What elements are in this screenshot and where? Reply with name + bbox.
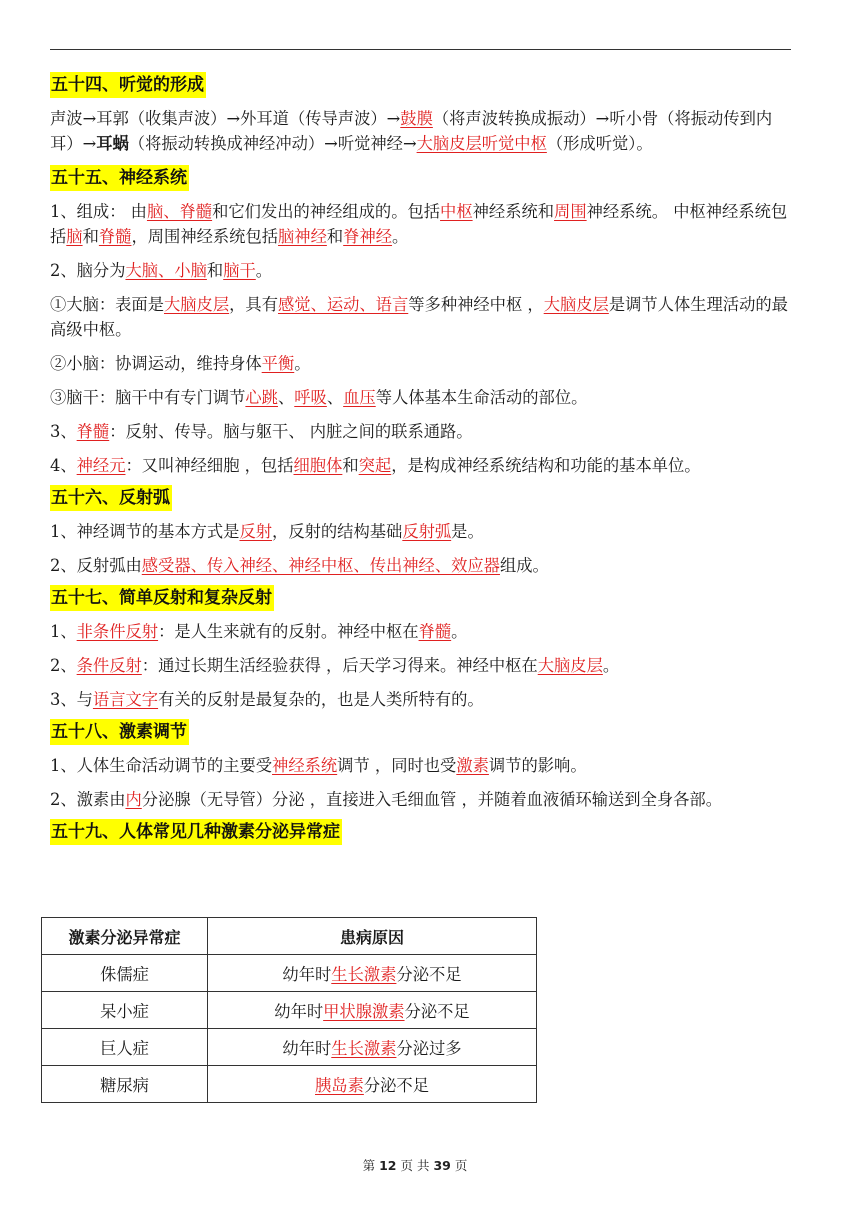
document-body (50, 72, 791, 853)
section-heading-55: 五十五、神经系统 (50, 165, 189, 191)
section-heading-57: 五十七、简单反射和复杂反射 (50, 585, 274, 611)
page-number: 12 (379, 1158, 397, 1173)
hormone-disorder-table (41, 917, 537, 1103)
paragraph-composition: 1、组成： 由脑、脊髓和它们发出的神经组成的。包括中枢神经系统和周围神经系统。 中枢神经系统包括脑和脊髓，周围神经系统包括脑神经和脊神经。 (50, 202, 788, 246)
paragraph-neuron: 4、神经元：又叫神经细胞 ，包括细胞体和突起，是构成神经系统结构和功能的基本单位。 (50, 456, 701, 475)
column-header-disorder: 激素分泌异常症 (42, 918, 208, 955)
column-header-cause: 患病原因 (208, 918, 537, 955)
section-heading-59: 五十九、人体常见几种激素分泌异常症 (50, 819, 342, 845)
paragraph-conditioned: 2、条件反射：通过长期生活经验获得 ，后天学习得来。神经中枢在大脑皮层。 (50, 656, 620, 675)
paragraph-unconditioned: 1、非条件反射：是人生来就有的反射。神经中枢在脊髓。 (50, 622, 468, 641)
paragraph-brainstem: ③脑干：脑干中有专门调节心跳、呼吸、血压等人体基本生命活动的部位。 (50, 388, 588, 407)
keyword: 大脑皮层听觉中枢 (416, 134, 547, 153)
page-footer: 第 12 页 共 39 页 (362, 1158, 468, 1173)
paragraph-cerebellum: ②小脑：协调运动，维持身体平衡。 (50, 354, 311, 373)
page-total: 39 (433, 1158, 451, 1173)
paragraph-brain-parts: 2、脑分为大脑、小脑和脑干。 (50, 261, 273, 280)
paragraph-hearing: 声波→耳郭（收集声波）→外耳道（传导声波）→鼓膜（将声波转换成振动）→听小骨（将振动传到内耳）→耳蜗（将振动转换成神经冲动）→听觉神经→大脑皮层听觉中枢（形成听觉）。 (50, 109, 773, 153)
header-rule (50, 49, 791, 50)
table-header-row (42, 918, 537, 955)
paragraph-cerebrum: ①大脑：表面是大脑皮层，具有感觉、运动、语言等多种神经中枢 ，大脑皮层是调节人体生理活动的最高级中枢。 (50, 295, 788, 339)
paragraph-hormone-regulation: 1、人体生命活动调节的主要受神经系统调节 ，同时也受激素调节的影响。 (50, 756, 587, 775)
paragraph-reflex-arc: 2、反射弧由感受器、传入神经、神经中枢、传出神经、效应器组成。 (50, 556, 549, 575)
paragraph-spinal-cord: 3、脊髓：反射、传导。脑与躯干、 内脏之间的联系通路。 (50, 422, 473, 441)
paragraph-language-reflex: 3、与语言文字有关的反射是最复杂的，也是人类所特有的。 (50, 690, 484, 709)
keyword: 鼓膜 (400, 109, 433, 128)
table-row: 巨人症 幼年时生长激素分泌过多 (42, 1029, 537, 1066)
table-row: 呆小症 幼年时甲状腺激素分泌不足 (42, 992, 537, 1029)
table-row: 糖尿病 胰岛素分泌不足 (42, 1066, 537, 1103)
section-heading-56: 五十六、反射弧 (50, 485, 172, 511)
section-heading-54: 五十四、听觉的形成 (50, 72, 206, 98)
table-row: 侏儒症 幼年时生长激素分泌不足 (42, 955, 537, 992)
section-heading-58: 五十八、激素调节 (50, 719, 189, 745)
paragraph-reflex: 1、神经调节的基本方式是反射，反射的结构基础反射弧是。 (50, 522, 484, 541)
paragraph-endocrine: 2、激素由内分泌腺（无导管）分泌 ，直接进入毛细血管 ，并随着血液循环输送到全身各部。 (50, 790, 722, 809)
